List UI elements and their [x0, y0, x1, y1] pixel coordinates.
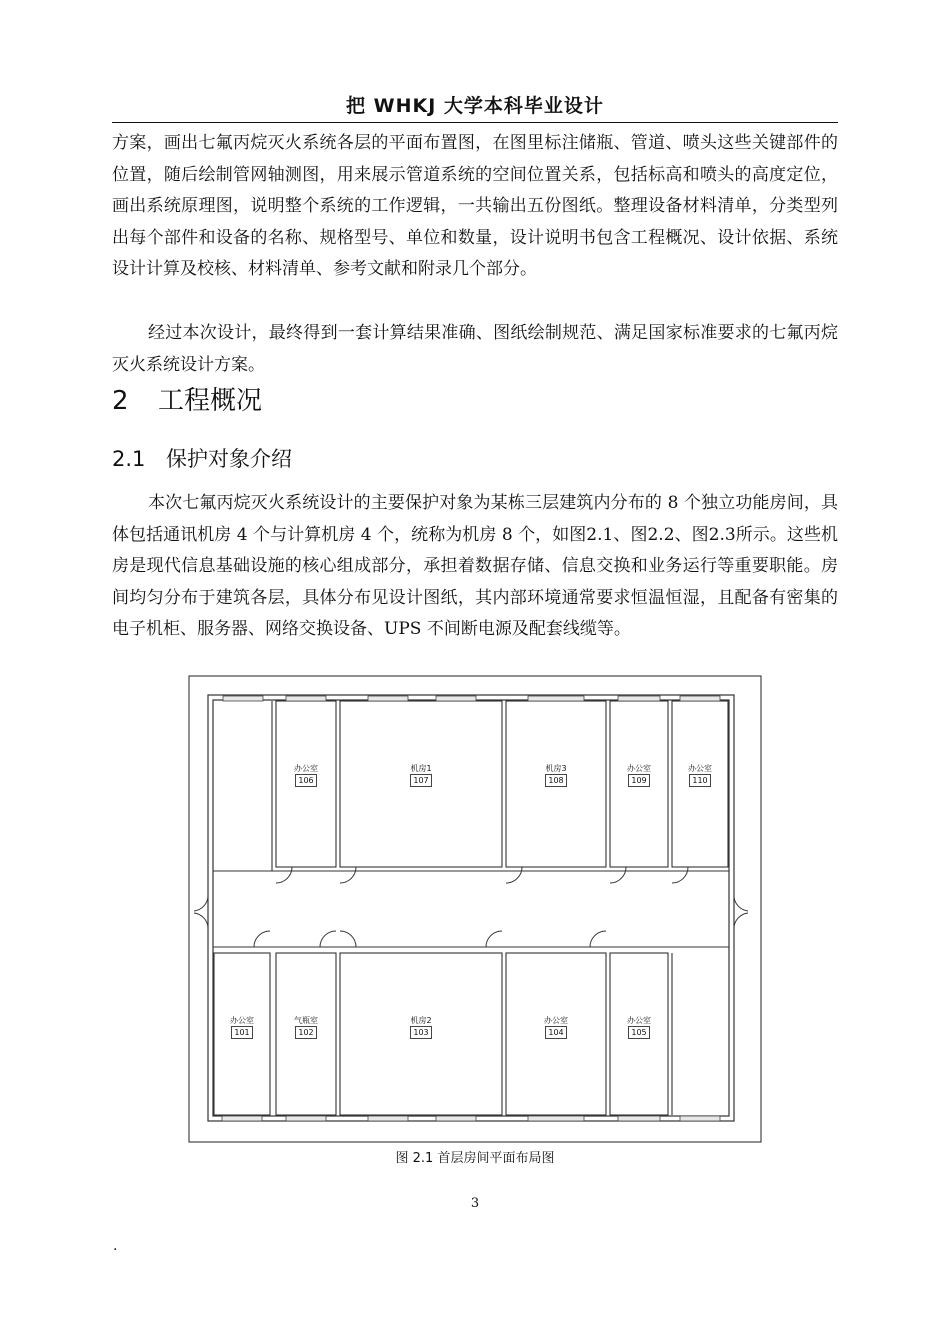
room-code: 103 [410, 1026, 431, 1039]
room-name: 办公室 [230, 1016, 254, 1025]
room-code: 110 [689, 774, 710, 787]
room-label [506, 1015, 606, 1039]
room-label [672, 763, 728, 787]
doors [194, 867, 748, 947]
room-code: 106 [295, 774, 316, 787]
running-header: 把 WHKJ 大学本科毕业设计 [346, 95, 604, 117]
room-name: 办公室 [544, 1016, 568, 1025]
room-name: 办公室 [688, 764, 712, 773]
section-title: 工程概况 [158, 386, 263, 416]
room-label [340, 763, 502, 787]
subsection-title: 保护对象介绍 [166, 447, 292, 471]
section-number: 2 [112, 386, 129, 416]
outer-wall-outer [208, 695, 734, 1121]
floor-plan-drawing [188, 675, 762, 1143]
room-name: 办公室 [627, 764, 651, 773]
figure-frame [189, 676, 761, 1142]
room-name: 机房1 [410, 764, 432, 773]
room-code: 102 [295, 1026, 316, 1039]
room-code: 101 [231, 1026, 252, 1039]
room-label [276, 1015, 336, 1039]
room-label [214, 1015, 270, 1039]
section-heading [112, 384, 262, 418]
paragraph-1: 方案，画出七氟丙烷灭火系统各层的平面布置图，在图里标注储瓶、管道、喷头这些关键部件的位置，随后绘制管网轴测图，用来展示管道系统的空间位置关系，包括标高和喷头的高度定位，画出系统原理图，说明整个系统的工作逻辑，一共输出五份图纸。整理设备材料清单，分类型列出每个部件和设备的名称、规格型号、单位和数量，设计说明书包含工程概况、设计依据、系统设计计算及校核、材料清单、参考文献和附录几个部分。 [112, 133, 838, 279]
room-label [506, 763, 606, 787]
page-number: 3 [470, 1196, 480, 1211]
room-code: 109 [628, 774, 649, 787]
windows [222, 696, 720, 1121]
footer-mark: . [113, 1238, 118, 1254]
room-name: 机房3 [545, 764, 567, 773]
room-code: 105 [628, 1026, 649, 1039]
room-label [276, 763, 336, 787]
figure-caption: 图 2.1 首层房间平面布局图 [395, 1151, 555, 1166]
room-label [340, 1015, 502, 1039]
room-name: 机房2 [410, 1016, 432, 1025]
subsection-number: 2.1 [112, 447, 146, 471]
room-code: 107 [410, 774, 431, 787]
paragraph-2: 经过本次设计，最终得到一套计算结果准确、图纸绘制规范、满足国家标准要求的七氟丙烷灭火系统设计方案。 [112, 323, 838, 375]
room-code: 104 [545, 1026, 566, 1039]
header-rule [112, 122, 838, 123]
subsection-heading [112, 444, 292, 474]
paragraph-3: 本次七氟丙烷灭火系统设计的主要保护对象为某栋三层建筑内分布的 8 个独立功能房间，具体包括通讯机房 4 个与计算机房 4 个，统称为机房 8 个，如图2.1、图2.2、图2.3所示。这些机房是现代信息基础设施的核心组成部分，承担着数据存储、信息交换和业务运行等重要职能。房间均匀分布于建筑各层，具体分布见设计图纸，其内部环境通常要求恒温恒湿，且配备有密集的电子机柜、服务器、网络交换设备、UPS 不间断电源及配套线缆等。 [112, 493, 838, 639]
room-name: 办公室 [627, 1016, 651, 1025]
room-name: 气瓶室 [294, 1016, 318, 1025]
room-label [610, 763, 668, 787]
floor-plan-figure [188, 675, 762, 1143]
room-code: 108 [545, 774, 566, 787]
room-name: 办公室 [294, 764, 318, 773]
room-label [610, 1015, 668, 1039]
